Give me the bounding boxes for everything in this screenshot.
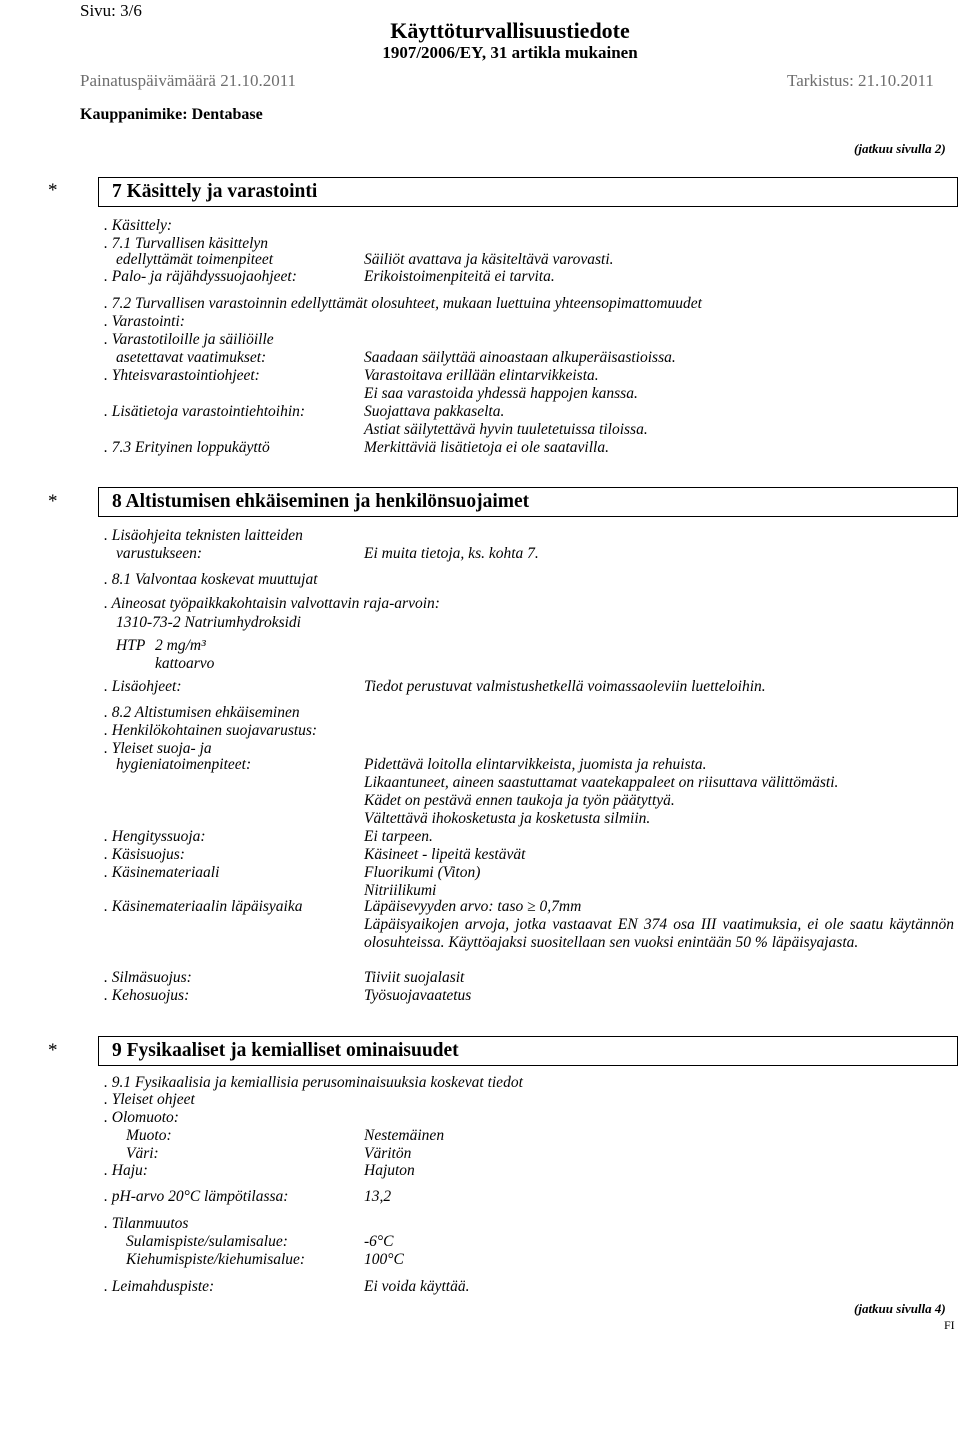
trade-name: Kauppanimike: Dentabase (80, 106, 263, 123)
extra-value-2: Astiat säilytettävä hyvin tuuletetuissa tiloissa. (364, 421, 648, 438)
resp-value: Ei tarpeen. (364, 828, 433, 845)
handling-label: . Käsittely: (104, 217, 173, 234)
continued-on: (jatkuu sivulla 4) (854, 1301, 946, 1316)
info-label: . Lisäohjeet: (104, 678, 182, 695)
limits-label: . Aineosat työpaikkakohtaisin valvottavin raja-arvoin: (104, 595, 440, 612)
fire-label: . Palo- ja räjähdyssuojaohjeet: (104, 268, 297, 285)
print-date: Painatuspäivämäärä 21.10.2011 (80, 71, 297, 90)
odor-value: Hajuton (364, 1162, 415, 1179)
htp-label: HTP (116, 637, 146, 654)
material-label: . Käsinemateriaali (104, 864, 220, 881)
info-value: Tiedot perustuvat valmistushetkellä voimassaoleviin luetteloihin. (364, 678, 766, 695)
s72-heading: . 7.2 Turvallisen varastoinnin edellyttämät olosuhteet, mukaan luettuina yhteensopimattomuudet (104, 295, 702, 312)
htp-note: kattoarvo (155, 655, 215, 672)
section-7-title: 7 Käsittely ja varastointi (112, 181, 318, 202)
flash-value: Ei voida käyttää. (364, 1278, 470, 1295)
eye-label: . Silmäsuojus: (104, 969, 192, 986)
section-8-title: 8 Altistumisen ehkäiseminen ja henkilönsuojaimet (112, 491, 530, 512)
document-title: Käyttöturvallisuustiedote (390, 18, 630, 43)
tech-label-2: varustukseen: (116, 545, 203, 562)
hyg-value-2: Likaantuneet, aineen saastuttamat vaatekappaleet on riisuttava välittömästi. (364, 774, 839, 791)
s73-label: . 7.3 Erityinen loppukäyttö (104, 439, 270, 456)
hyg-label-2: hygieniatoimenpiteet: (116, 756, 252, 773)
form-label: Muoto: (126, 1127, 172, 1144)
material-value-2: Nitriilikumi (364, 882, 437, 899)
s91-heading: . 9.1 Fysikaalisia ja kemiallisia perusominaisuuksia koskevat tiedot (104, 1074, 523, 1091)
joint-label: . Yhteisvarastointiohjeet: (104, 367, 260, 384)
substance-name: 1310-73-2 Natriumhydroksidi (116, 614, 301, 631)
eye-value: Tiiviit suojalasit (364, 969, 465, 986)
section-9-title: 9 Fysikaaliset ja kemialliset ominaisuudet (112, 1040, 459, 1061)
ppe-label: . Henkilökohtainen suojavarustus: (104, 722, 318, 739)
melting-value: -6°C (364, 1233, 394, 1250)
joint-value-1: Varastoitava erillään elintarvikkeista. (364, 367, 599, 384)
hand-label: . Käsisuojus: (104, 846, 185, 863)
storage-label: . Varastointi: (104, 313, 185, 330)
extra-label: . Lisätietoja varastointiehtoihin: (104, 403, 306, 420)
s81-heading: . 8.1 Valvontaa koskevat muuttujat (104, 571, 318, 588)
s71-label-2: edellyttämät toimenpiteet (116, 251, 274, 268)
s82-heading: . 8.2 Altistumisen ehkäiseminen (104, 704, 300, 721)
boiling-value: 100°C (364, 1251, 404, 1268)
resp-label: . Hengityssuoja: (104, 828, 206, 845)
hyg-label: . Yleiset suoja- ja (104, 740, 212, 757)
hand-value: Käsineet - lipeitä kestävät (364, 846, 526, 863)
joint-value-2: Ei saa varastoida yhdessä happojen kanssa. (364, 385, 638, 402)
penetration-value-2: Läpäisyaikojen arvoja, jotka vastaavat EN 374 osa III vaatimuksia, ei ole saatu käytännön olosuhteissa. Käyttöajaksi suositellaan sen vuoksi enintään 50 % läpäisyajasta. (364, 916, 954, 951)
fire-value: Erikoistoimenpiteitä ei tarvita. (364, 268, 555, 285)
s73-value: Merkittäviä lisätietoja ei ole saatavilla. (364, 439, 609, 456)
ph-value: 13,2 (364, 1188, 392, 1205)
document-subtitle: 1907/2006/EY, 31 artikla mukainen (382, 43, 638, 62)
req-value: Saadaan säilyttää ainoastaan alkuperäisastioissa. (364, 349, 676, 366)
revision-date: Tarkistus: 21.10.2011 (787, 71, 934, 90)
odor-label: . Haju: (104, 1162, 148, 1179)
boiling-label: Kiehumispiste/kiehumisalue: (126, 1251, 306, 1268)
state-change-label: . Tilanmuutos (104, 1215, 189, 1232)
page-number: Sivu: 3/6 (80, 1, 142, 20)
body-value: Työsuojavaatetus (364, 987, 472, 1004)
continued-from: (jatkuu sivulla 2) (854, 141, 946, 156)
form-value: Nestemäinen (364, 1127, 445, 1144)
changed-marker: * (48, 180, 58, 201)
tech-value: Ei muita tietoja, ks. kohta 7. (364, 545, 539, 562)
req-label: . Varastotiloille ja säiliöille (104, 331, 274, 348)
hyg-value-4: Vältettävä ihokosketusta ja kosketusta silmiin. (364, 810, 651, 827)
req-label-2: asetettavat vaatimukset: (116, 349, 267, 366)
appearance-label: . Olomuoto: (104, 1109, 179, 1126)
general-label: . Yleiset ohjeet (104, 1091, 195, 1108)
tech-label: . Lisäohjeita teknisten laitteiden (104, 527, 303, 544)
changed-marker: * (48, 491, 58, 512)
extra-value-1: Suojattava pakkaselta. (364, 403, 505, 420)
hyg-value-1: Pidettävä loitolla elintarvikkeista, juomista ja rehuista. (364, 756, 707, 773)
language-code: FI (944, 1318, 955, 1332)
color-value: Väritön (364, 1145, 412, 1162)
body-label: . Kehosuojus: (104, 987, 190, 1004)
hyg-value-3: Kädet on pestävä ennen taukoja ja työn päätyttyä. (364, 792, 675, 809)
color-label: Väri: (126, 1145, 159, 1162)
s71-value: Säiliöt avattava ja käsiteltävä varovasti. (364, 251, 614, 268)
ph-label: . pH-arvo 20°C lämpötilassa: (104, 1188, 289, 1205)
melting-label: Sulamispiste/sulamisalue: (126, 1233, 288, 1250)
changed-marker: * (48, 1040, 58, 1061)
penetration-label: . Käsinemateriaalin läpäisyaika (104, 898, 303, 915)
flash-label: . Leimahduspiste: (104, 1278, 215, 1295)
penetration-value-1: Läpäisevyyden arvo: taso ≥ 0,7mm (364, 898, 582, 915)
material-value-1: Fluorikumi (Viton) (364, 864, 481, 881)
htp-value: 2 mg/m³ (155, 637, 206, 654)
s71-label: . 7.1 Turvallisen käsittelyn (104, 235, 269, 252)
